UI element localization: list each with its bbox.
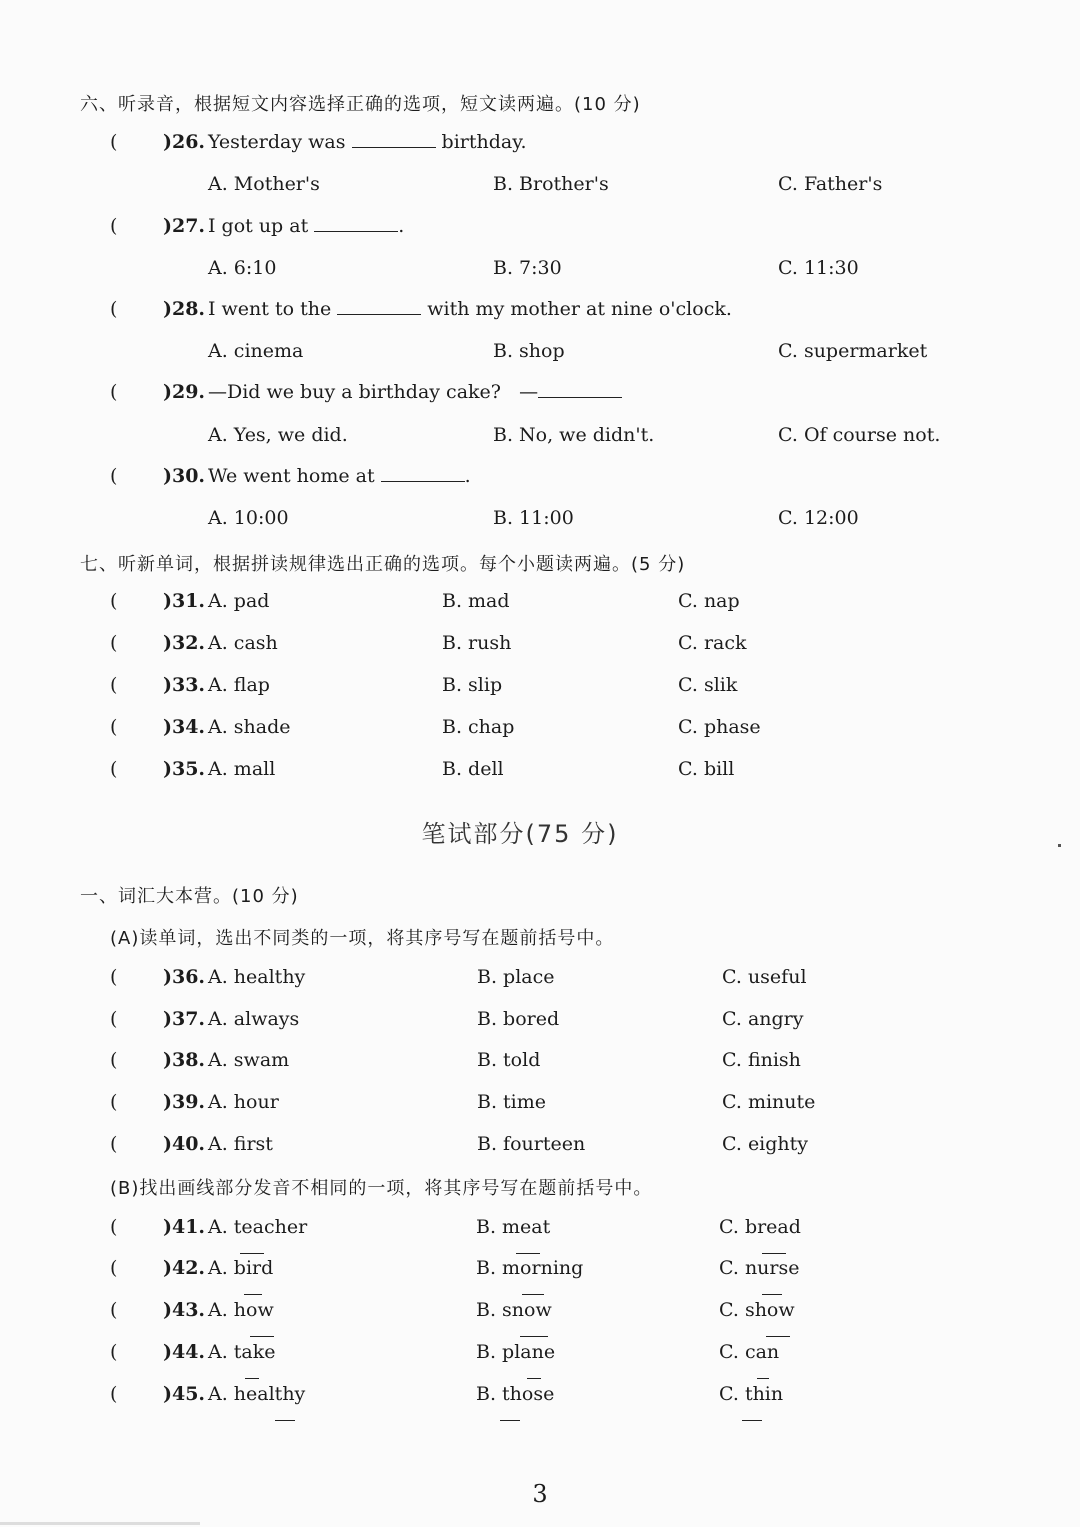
option-a[interactable]: A. mall	[208, 758, 276, 780]
question-number: )34.	[163, 716, 206, 738]
question-number: )38.	[163, 1049, 206, 1071]
answer-paren[interactable]: (	[110, 1133, 118, 1155]
underline-mark	[742, 1404, 762, 1421]
answer-paren[interactable]: (	[110, 1091, 118, 1113]
option-a[interactable]: A. how	[208, 1299, 274, 1321]
question-29	[0, 381, 1080, 409]
option-b[interactable]: B. those	[476, 1383, 555, 1405]
underline-mark	[250, 1320, 274, 1337]
option-b[interactable]: B. meat	[476, 1216, 551, 1238]
question-number: )26.	[163, 131, 206, 153]
scan-edge	[0, 1522, 200, 1525]
question-26	[0, 131, 1080, 159]
answer-paren[interactable]: (	[110, 758, 118, 780]
options-27	[0, 257, 1080, 285]
option-a[interactable]: A. bird	[208, 1257, 274, 1279]
question-stem: —Did we buy a birthday cake? —	[208, 381, 622, 403]
answer-paren[interactable]: (	[110, 1008, 118, 1030]
question-number: )29.	[163, 381, 206, 403]
answer-blank	[352, 131, 436, 148]
option-a[interactable]: A. hour	[208, 1091, 279, 1113]
option-a[interactable]: A. teacher	[208, 1216, 308, 1238]
underline-mark	[240, 1237, 264, 1254]
option-c[interactable]: C. 11:30	[778, 257, 859, 279]
underline-mark	[762, 1237, 786, 1254]
question-number: )36.	[163, 966, 206, 988]
option-b[interactable]: B. fourteen	[477, 1133, 586, 1155]
option-a[interactable]: A. flap	[208, 674, 270, 696]
question-number: )40.	[163, 1133, 206, 1155]
option-a[interactable]: A. 6:10	[208, 257, 277, 279]
question-40	[0, 1133, 1080, 1161]
option-b[interactable]: B. dell	[442, 758, 504, 780]
question-39	[0, 1091, 1080, 1119]
option-c[interactable]: C. Father's	[778, 173, 883, 195]
answer-paren[interactable]: (	[110, 131, 118, 153]
options-30	[0, 507, 1080, 535]
answer-paren[interactable]: (	[110, 632, 118, 654]
option-b[interactable]: B. Brother's	[493, 173, 609, 195]
question-38	[0, 1049, 1080, 1077]
option-b[interactable]: B. morning	[476, 1257, 584, 1279]
question-31	[0, 590, 1080, 618]
option-c[interactable]: C. finish	[722, 1049, 801, 1071]
answer-paren[interactable]: (	[110, 1341, 118, 1363]
question-stem: Yesterday was birthday.	[208, 131, 527, 153]
option-a[interactable]: A. take	[208, 1341, 276, 1363]
option-c[interactable]: C. minute	[722, 1091, 816, 1113]
option-a[interactable]: A. pad	[208, 590, 270, 612]
question-37	[0, 1008, 1080, 1036]
answer-paren[interactable]: (	[110, 1257, 118, 1279]
question-35	[0, 758, 1080, 786]
option-c[interactable]: C. nap	[678, 590, 740, 612]
answer-paren[interactable]: (	[110, 1383, 118, 1405]
option-c[interactable]: C. nurse	[719, 1257, 800, 1279]
answer-blank	[337, 298, 421, 315]
underline-mark	[516, 1237, 540, 1254]
option-c[interactable]: C. useful	[722, 966, 807, 988]
option-b[interactable]: B. mad	[442, 590, 510, 612]
option-a[interactable]: A. Yes, we did.	[208, 424, 348, 446]
option-c[interactable]: C. Of course not.	[778, 424, 941, 446]
underline-mark	[757, 1362, 769, 1379]
question-number: )39.	[163, 1091, 206, 1113]
answer-paren[interactable]: (	[110, 966, 118, 988]
option-b[interactable]: B. No, we didn't.	[493, 424, 655, 446]
question-number: )28.	[163, 298, 206, 320]
scan-speck	[1058, 844, 1061, 847]
question-stem: We went home at .	[208, 465, 471, 487]
option-c[interactable]: C. eighty	[722, 1133, 809, 1155]
underline-mark	[500, 1404, 520, 1421]
underline-mark	[762, 1278, 782, 1295]
option-c[interactable]: C. bread	[719, 1216, 801, 1238]
option-b[interactable]: B. 11:00	[493, 507, 574, 529]
page-number: 3	[532, 1480, 548, 1508]
part-b-instructions: (B)找出画线部分发音不相同的一项，将其序号写在题前括号中。	[110, 1178, 653, 1199]
question-45	[0, 1383, 1080, 1411]
options-28	[0, 340, 1080, 368]
option-b[interactable]: B. chap	[442, 716, 515, 738]
option-b[interactable]: B. slip	[442, 674, 503, 696]
question-number: )33.	[163, 674, 206, 696]
option-c[interactable]: C. 12:00	[778, 507, 859, 529]
option-c[interactable]: C. show	[719, 1299, 795, 1321]
question-36	[0, 966, 1080, 994]
option-c[interactable]: C. phase	[678, 716, 761, 738]
option-a[interactable]: A. cinema	[208, 340, 304, 362]
answer-paren[interactable]: (	[110, 674, 118, 696]
option-c[interactable]: C. thin	[719, 1383, 784, 1405]
option-a[interactable]: A. first	[208, 1133, 273, 1155]
option-a[interactable]: A. Mother's	[208, 173, 320, 195]
question-number: )37.	[163, 1008, 206, 1030]
option-b[interactable]: B. 7:30	[493, 257, 562, 279]
question-27	[0, 215, 1080, 243]
option-b[interactable]: B. snow	[476, 1299, 552, 1321]
answer-paren[interactable]: (	[110, 465, 118, 487]
answer-paren[interactable]: (	[110, 381, 118, 403]
option-b[interactable]: B. place	[477, 966, 555, 988]
section-six-heading: 六、听录音，根据短文内容选择正确的选项，短文读两遍。(10 分)	[80, 94, 641, 115]
question-number: )27.	[163, 215, 206, 237]
question-number: )35.	[163, 758, 206, 780]
option-a[interactable]: A. cash	[208, 632, 278, 654]
answer-blank	[314, 215, 398, 232]
option-c[interactable]: C. supermarket	[778, 340, 928, 362]
options-29	[0, 424, 1080, 452]
option-a[interactable]: A. healthy	[208, 1383, 306, 1405]
part-a-instructions: (A)读单词，选出不同类的一项，将其序号写在题前括号中。	[110, 928, 615, 949]
underline-mark	[520, 1320, 548, 1337]
underline-mark	[245, 1362, 259, 1379]
options-26	[0, 173, 1080, 201]
option-c[interactable]: C. rack	[678, 632, 747, 654]
option-c[interactable]: C. angry	[722, 1008, 804, 1030]
question-32	[0, 632, 1080, 660]
answer-paren[interactable]: (	[110, 215, 118, 237]
question-number: )32.	[163, 632, 206, 654]
question-number: )44.	[163, 1341, 206, 1363]
answer-blank	[381, 465, 465, 482]
option-a[interactable]: A. always	[208, 1008, 300, 1030]
answer-paren[interactable]: (	[110, 716, 118, 738]
underline-mark	[527, 1362, 541, 1379]
question-number: )45.	[163, 1383, 206, 1405]
underline-mark	[766, 1320, 790, 1337]
option-a[interactable]: A. shade	[208, 716, 291, 738]
option-c[interactable]: C. bill	[678, 758, 735, 780]
answer-paren[interactable]: (	[110, 1049, 118, 1071]
answer-paren[interactable]: (	[110, 590, 118, 612]
option-b[interactable]: B. told	[477, 1049, 541, 1071]
answer-paren[interactable]: (	[110, 298, 118, 320]
option-a[interactable]: A. swam	[208, 1049, 290, 1071]
question-28	[0, 298, 1080, 326]
written-part-title: 笔试部分(75 分)	[421, 820, 619, 848]
question-30	[0, 465, 1080, 493]
section-seven-heading: 七、听新单词，根据拼读规律选出正确的选项。每个小题读两遍。(5 分)	[80, 554, 686, 575]
option-a[interactable]: A. healthy	[208, 966, 306, 988]
question-number: )41.	[163, 1216, 206, 1238]
underline-mark	[522, 1278, 544, 1295]
answer-blank	[538, 381, 622, 398]
option-b[interactable]: B. bored	[477, 1008, 560, 1030]
question-41	[0, 1216, 1080, 1244]
option-b[interactable]: B. shop	[493, 340, 565, 362]
question-number: )31.	[163, 590, 206, 612]
question-stem: I went to the with my mother at nine o'clock.	[208, 298, 732, 320]
underline-mark	[275, 1404, 295, 1421]
option-b[interactable]: B. rush	[442, 632, 512, 654]
question-number: )30.	[163, 465, 206, 487]
option-b[interactable]: B. time	[477, 1091, 547, 1113]
question-33	[0, 674, 1080, 702]
question-stem: I got up at .	[208, 215, 405, 237]
answer-paren[interactable]: (	[110, 1216, 118, 1238]
question-number: )43.	[163, 1299, 206, 1321]
answer-paren[interactable]: (	[110, 1299, 118, 1321]
option-b[interactable]: B. plane	[476, 1341, 556, 1363]
option-a[interactable]: A. 10:00	[208, 507, 289, 529]
underline-mark	[244, 1278, 262, 1295]
vocab-section-heading: 一、词汇大本营。(10 分)	[80, 886, 299, 907]
question-34	[0, 716, 1080, 744]
question-number: )42.	[163, 1257, 206, 1279]
option-c[interactable]: C. can	[719, 1341, 780, 1363]
option-c[interactable]: C. slik	[678, 674, 738, 696]
